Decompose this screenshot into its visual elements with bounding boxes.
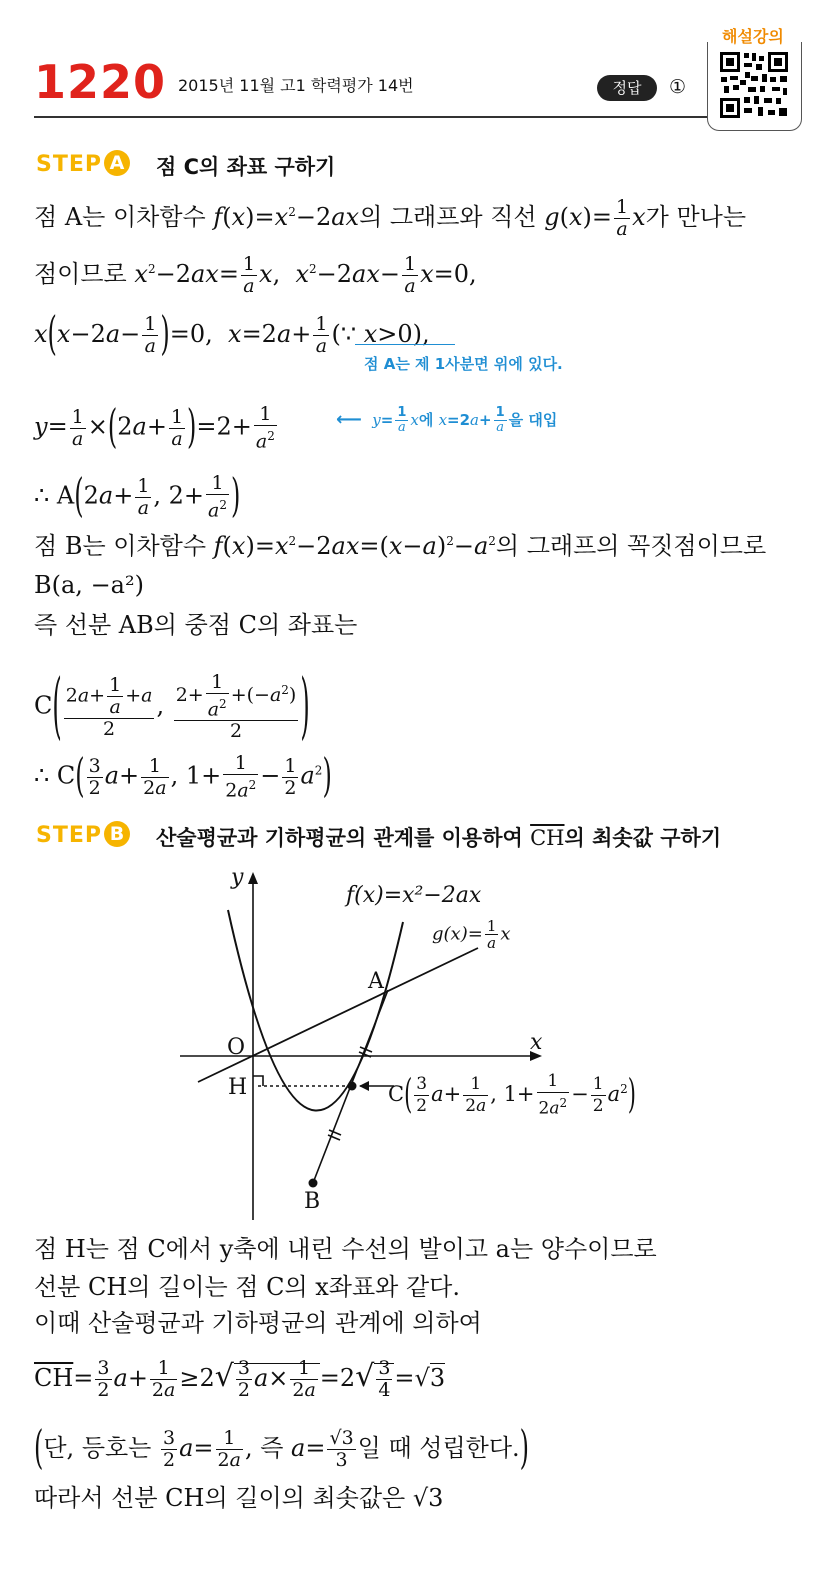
step-a-line8: 즉 선분 AB의 중점 C의 좌표는 xyxy=(34,611,358,639)
step-b-text5: (단, 등호는 $\frac{3}{2}$ a= $\frac{1}{2a}$ , 즉 a= $\frac{√3}{3}$ 일 때 성립한다.) xyxy=(34,1421,530,1475)
step-a-line1: 점 A는 이차함수 $f(x)=x^2-2ax$의 그래프와 직선 g(x)= $\frac{1}{a}$ x가 만나는 xyxy=(34,196,747,240)
step-label: STEP xyxy=(36,152,103,177)
text: 점 B는 이차함수 xyxy=(34,532,206,560)
text: 일 때 성립한다. xyxy=(357,1434,520,1462)
step-a-title: 점 C의 좌표 구하기 xyxy=(156,155,336,179)
point-c-label: C( $\frac{3}{2}$ a+ $\frac{1}{2a}$ , 1+ $\frac{1}{2a^2}$ − $\frac{1}{2}$ $a^2$) xyxy=(388,1071,636,1119)
answer-badge: 정답 xyxy=(597,75,657,101)
problem-number: 1220 xyxy=(34,55,167,109)
step-b-text2: 선분 CH의 길이는 점 C의 x좌표와 같다. xyxy=(34,1273,460,1301)
point-c-dot xyxy=(348,1082,357,1091)
y-axis-label: y xyxy=(231,865,244,890)
text: 점 A는 이차함수 xyxy=(34,203,206,231)
text: 따라서 선분 CH의 길이의 최솟값은 xyxy=(34,1484,406,1512)
line-g xyxy=(198,948,478,1082)
text: g(x)= xyxy=(432,923,483,945)
step-letter: A xyxy=(104,150,130,176)
step-a-line9: C( 2a+ $\frac{1}{a}$ +a 2 , 2+ $\frac{1}{a^2}$ $+(-a^2)$ 2 ) xyxy=(34,663,310,748)
step-a-line10: ∴ C( $\frac{3}{2}$ a+ $\frac{1}{2a}$ , 1+ $\frac{1}{2a^2}$ − $\frac{1}{2}$ $a^2$) xyxy=(34,749,332,803)
text: 의 그래프와 직선 xyxy=(359,203,537,231)
step-b-text4: $\overline{CH}=$ $\frac{3}{2}$ a+ $\frac{1}{2a}$ ≥2√ $\frac{3}{2}$ a× $\frac{1}{2a}$ =2√ $\frac{3}{4}$ =√3 xyxy=(34,1357,446,1401)
qr-label: 해설강의 xyxy=(722,27,784,46)
min-value: √3 xyxy=(412,1484,444,1512)
step-a-line2: 점이므로 $x^2-2ax=$ $\frac{1}{a}$ x, $x^2-2ax-$ $\frac{1}{a}$ x=0, xyxy=(34,253,477,297)
step-a-line4: y= $\frac{1}{a}$ ×(2a+ $\frac{1}{a}$ )=2+ $\frac{1}{a^2}$ xyxy=(34,400,275,454)
text: 가 만나는 xyxy=(645,203,747,231)
text: , 즉 xyxy=(244,1434,284,1462)
step-a-line5: ∴ A(2a+ $\frac{1}{a}$ , 2+ $\frac{1}{a^2}$ ) xyxy=(34,469,241,523)
note-quadrant: 점 A는 제 1사분면 위에 있다. xyxy=(364,355,563,373)
text: 을 대입 xyxy=(508,411,558,429)
text: 의 그래프의 꼭짓점이므로 xyxy=(495,532,767,560)
text: 의 최솟값 구하기 xyxy=(564,826,722,850)
text: 단, 등호는 xyxy=(43,1434,152,1462)
text: ∴ A xyxy=(34,481,75,510)
step-letter: B xyxy=(104,821,130,847)
right-angle-mark xyxy=(253,1076,263,1086)
text: x xyxy=(500,923,511,945)
step-a-line6: 점 B는 이차함수 $f(x)=x^2-2ax=(x-a)^2-a^2$의 그래프의 꼭짓점이므로 xyxy=(34,532,767,560)
point-b-dot xyxy=(309,1179,318,1188)
text: ∴ C xyxy=(34,761,76,790)
origin-label: O xyxy=(227,1035,246,1060)
x-axis-label: x xyxy=(530,1030,543,1055)
tick-3 xyxy=(329,1130,341,1135)
point-a-label: A xyxy=(368,969,384,994)
step-b-text3: 이때 산술평균과 기하평균의 관계에 의하여 xyxy=(34,1309,482,1337)
y-axis-arrow xyxy=(248,872,258,884)
point-b-label: B xyxy=(304,1189,321,1214)
note-substitute: ⟵ y= $\frac{1}{a}$ x에 x=2a+ $\frac{1}{a}$ 을 대입 xyxy=(336,405,558,435)
answer-value: ① xyxy=(669,76,687,98)
text: 점이므로 xyxy=(34,260,127,288)
f-label: f(x)=x²−2ax xyxy=(346,883,482,908)
segment-ch: $\overline{CH}$ xyxy=(530,826,565,850)
text: , xyxy=(422,320,430,348)
step-label: STEP xyxy=(36,823,103,848)
parabola-f xyxy=(228,910,403,1111)
step-a-line3: x(x−2a− $\frac{1}{a}$ )=0, x=2a+ $\frac{1}{a}$ (∵ x>0), xyxy=(34,307,430,361)
step-a-line7: B(a, −a²) xyxy=(34,571,144,599)
text: 산술평균과 기하평균의 관계를 이용하여 xyxy=(156,826,523,850)
text: C xyxy=(388,1081,405,1106)
step-b-text1: 점 H는 점 C에서 y축에 내린 수선의 발이고 a는 양수이므로 xyxy=(34,1235,657,1263)
point-h-label: H xyxy=(228,1075,248,1100)
arrow-c-head xyxy=(359,1081,369,1091)
step-b-text6 xyxy=(34,1483,443,1513)
g-label: g(x)= $\frac{1}{a}$ x xyxy=(432,917,511,952)
problem-source: 2015년 11월 고1 학력평가 14번 xyxy=(178,76,414,95)
